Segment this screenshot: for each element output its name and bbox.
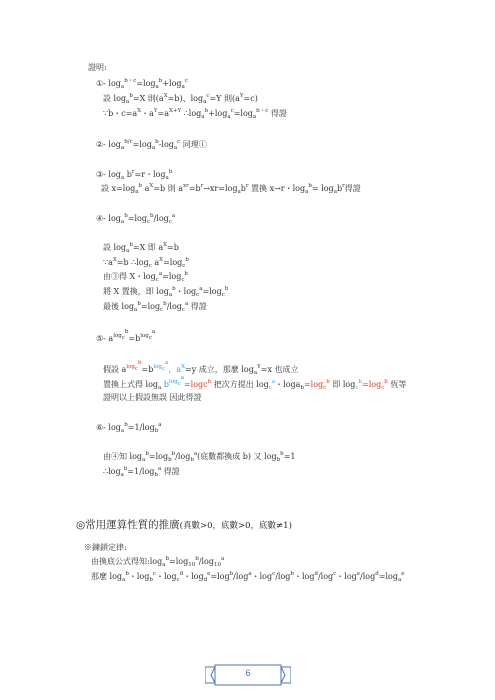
item-2-formula: ②- $\log_a^{b/c}=\log_a^b-\log_a^c$ 同理① (96, 139, 207, 151)
chain-rule-title: ※鍊鎖定律: (84, 543, 127, 552)
item-1-formula: ①- $\log_a^{b・c}=\log_a^b+\log_a^c$ (96, 78, 188, 90)
item-6-formula: ⑥- $\log_a^b=1/\log_b^a$ (96, 422, 162, 434)
page-number: 6 (245, 668, 251, 678)
chain-rule-line-2: 那麼 $\log_a^b$・$\log_b^c$・$\log_c^d$・$\log_d^e=\log^b/\log^a$・$\log^c/\log^b$・$\log^d/\log^c$・$\log^e/\log^d=\log_a^e$ (91, 571, 405, 583)
item-6-line-1: 由④知 $\log_a^b=\log_b^b/\log_b^a$(底數都換成 b) 又 $\log_b^b=1$ (103, 451, 296, 463)
page-number-badge (205, 664, 291, 686)
item-4-line-3: 由③得 X・$\log_c^a=\log_c^b$ (103, 271, 188, 283)
item-3-proof-line: 設 $x=\log_a^b$ $a^X=b$ 則 $a^{xr}=b^r\to xr=\log_ab^r$ 置換 x→r・$\log_a^b= \log_ab^r$得證 (101, 183, 361, 195)
item-1-let-line: 設 $\log_a^b=X$ 則$(a^X=b)$、$\log_a^c=Y$ 則$(a^Y=c)$ (103, 93, 258, 105)
item-4-formula: ④- $\log_a^b=\log_c^b/\log_c^a$ (96, 213, 176, 225)
item-5-substitute-line: 置換上式得 $\log_a b^{log_c^a}=\log c^b$ 把次方提出 $\log_c^a$・$\log a_b=\log_c^b$ 即 $\log_c^b=\log_c^b$ 恆等 (103, 375, 407, 391)
item-6-line-2: $\therefore\log_a^b=1/\log_b^a$ 得證 (103, 466, 180, 478)
item-4-line-4: 將 X 置換，即 $\log_a^b$・$\log_c^a=\log_c^b$ (103, 286, 229, 298)
item-4-line-2: $\because a^X=b$ $\therefore\log_c$ $a^X=\log_c^b$ (103, 257, 189, 269)
chain-rule-line-1: 由換底公式得知$:\log_a^b=\log_{10}^b/\log_{10}^a$ (91, 556, 225, 568)
item-4-line-1: 設 $\log_a^b=X$ 即 $a^X=b$ (103, 242, 179, 254)
item-3-formula: ③- $\log_a b^r=r$・$\log_a^b$ (96, 169, 173, 181)
item-1-because-line: ∵b・$c=a^X$・$a^Y=a^{X+Y}$ $\therefore\log_a^b+\log_a^c=\log_a^{b・c}$ 得證 (103, 108, 287, 120)
item-5-assume-line: 假設 $a^{log_c^b}=b^{log_c^a}$，$a^X=y$ 成立，那麼 $\log_a^Y=x$ 也成立 (103, 360, 299, 376)
item-5-formula: ⑤- $a^{log_c^b}=b^{log_c^a}$ (96, 329, 156, 343)
item-4-line-5: 最後 $\log_a^b=\log_c^b/\log_c^a$ 得證 (103, 301, 207, 313)
proof-title: 證明: (88, 63, 107, 72)
item-5-conclusion-line: 證明以上假設無誤 因此得證 (103, 393, 202, 402)
section-heading: ◎常用運算性質的推廣(真數>0，底數>0，底數≠1) (76, 519, 292, 531)
